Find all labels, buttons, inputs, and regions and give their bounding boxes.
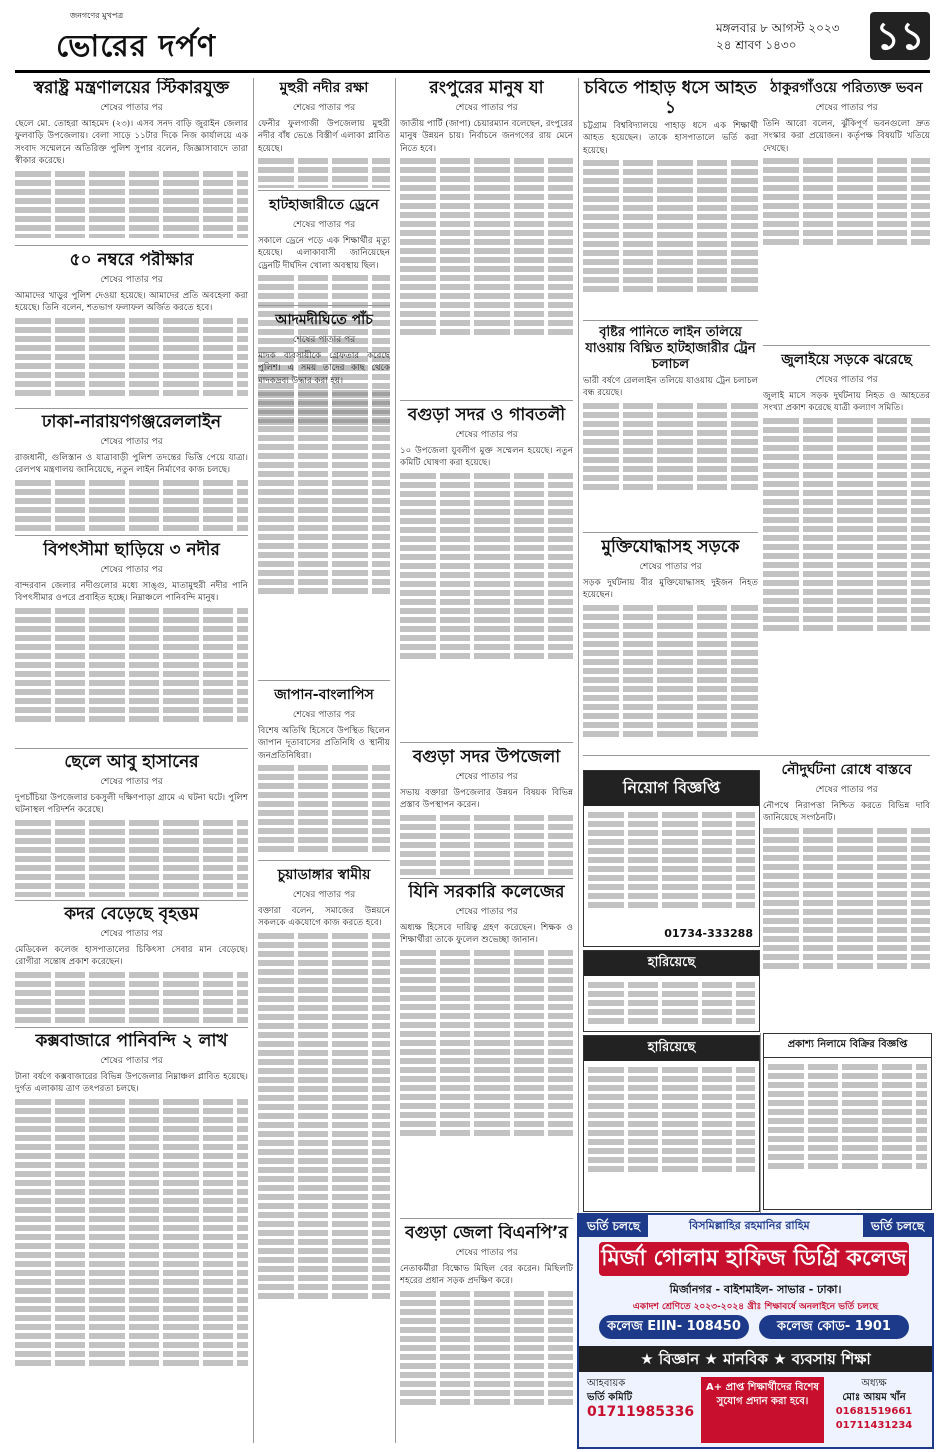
story [15,1031,248,1441]
continued-label: শেষের পাতার পর [292,710,356,720]
masthead [0,0,945,70]
stream-list: ★ বিজ্ঞান ★ মানবিক ★ ব্যবসায় শিক্ষা [579,1346,932,1372]
continued-label: শেষের পাতার পর [292,890,356,900]
headline: বৃষ্টির পানিতে লাইন তলিয়ে যাওয়ায় বিঘ্নিত হাটহাজারীর ট্রেন চলাচল [585,325,756,372]
headline: ঠাকুরগাঁওয়ে পরিত্যক্ত ভবন [770,80,923,96]
story-body: সকালে ড্রেনে পড়ে এক শিক্ষার্থীর মৃত্যু হয়েছে। এলাকাবাসী জানিয়েছেন ড্রেনটি দীর্ঘদিন খোলা অবস্থায় ছিল। [258,236,390,271]
story-body: জুলাই মাসে সড়ক দুর্ঘটনায় নিহত ও আহতের সংখ্যা প্রকাশ করেছে যাত্রী কল্যাণ সমিতি। [763,391,930,414]
lost-notice [583,1035,760,1212]
lost-notice [583,950,760,1032]
story-body: জাতীয় পার্টি (জাপা) চেয়ারম্যান বলেছেন, রংপুরের মানুষ উন্নয়ন চায়। নির্বাচনে জনগণের রায় মেনে নিতে হবে। [400,119,573,154]
continued-label: শেষের পাতার পর [100,777,163,787]
divider [15,408,248,409]
story-body: বিশেষ অতিথি হিসেবে উপস্থিত ছিলেন জাপান দূতাবাসের প্রতিনিধি ও স্থানীয় জনপ্রতিনিধিরা। [258,726,390,761]
story [400,747,573,877]
story-body: নেতাকর্মীরা বিক্ষোভ মিছিল বের করেন। মিছিলটি শহরের প্রধান সড়ক প্রদক্ষিণ করে। [400,1264,573,1287]
convener-label: আহবায়ক [587,1378,626,1389]
continued-label: শেষের পাতার পর [292,335,356,345]
headline: কদর বেড়েছে বৃহত্তম [64,904,199,924]
divider [258,680,390,681]
story [15,78,248,238]
story-body: ফেনীর ফুলগাজী উপজেলায় মুহুরী নদীর বাঁধ ভেঙে বিস্তীর্ণ এলাকা প্লাবিত হয়েছে। [258,119,390,154]
continued-label: শেষের পাতার পর [815,103,878,113]
headline: বগুড়া সদর ও গাবতলী [407,405,566,425]
ad-title: প্রকাশ্য নিলামে বিক্রির বিজ্ঞপ্তি [764,1034,931,1058]
divider [258,305,390,306]
story [15,540,248,745]
headline: কক্সবাজারে পানিবন্দি ২ লাখ [35,1031,228,1051]
continued-label: শেষের পাতার পর [292,220,356,230]
story [15,412,248,532]
story-body: রাজধানী, গুলিস্তান ও যাত্রাবাড়ী পুলিশ তদন্তের ভিত্তি পেয়ে যাত্রা। রেলপথ মন্ত্রণালয় জানিয়েছে, নতুন লাইন নির্মাণের কাজ চলছে। [15,453,248,476]
story-body: ১০ উপজেলা যুবলীগ মুক্ত সম্মেলন হয়েছে। নতুন কমিটি ঘোষণা করা হয়েছে। [400,446,573,469]
date-gregorian: মঙ্গলবার ৮ আগস্ট ২০২৩ [716,21,840,35]
story-body: ছেলে মো. তোহরা আহমেদ (২৩)। এসব সনদ বাড়ি জুরাইন জেলার ফুলবাড়ি উপজেলায়। বেলা সাড়ে ১১টার দিকে নিজ কার্যালয়ে এক সংবাদ সম্মেলনে অতিরিক্ত পুলিশ সুপার বলেন, জিজ্ঞাসাবাদে তারা স্বীকার করেছে। [15,119,248,167]
divider [15,245,248,246]
divider [400,878,573,879]
story-body: মাদক ব্যবসায়ীকে গ্রেফতার করেছে পুলিশ। এ সময় তাদের কাছ থেকে মাদকদ্রব্য উদ্ধার করা হয়। [258,351,390,386]
story-body: ভারী বর্ষণে রেললাইন তলিয়ে যাওয়ায় ট্রেন চলাচল বন্ধ রয়েছে। [583,376,758,399]
story [15,904,248,1024]
divider [583,320,758,321]
story [400,882,573,1212]
divider [15,535,248,536]
continued-label: শেষের পাতার পর [292,103,356,113]
divider [258,860,390,861]
headline: রংপুরের মানুষ যা [429,78,544,98]
story-body: চট্টগ্রাম বিশ্ববিদ্যালয়ে পাহাড় ধসে এক শিক্ষার্থী আহত হয়েছেন। তাকে হাসপাতালে ভর্তি করা হয়েছে। [583,121,758,156]
continued-label: শেষের পাতার পর [100,103,163,113]
column-divider [395,78,396,1443]
story [258,865,390,1443]
continued-label: শেষের পাতার পর [455,772,518,782]
promo-text: A+ প্রাপ্ত শিক্ষার্থীদের বিশেষ সুযোগ প্রদান করা হবে। [701,1377,824,1443]
story-body: অধ্যক্ষ হিসেবে দায়িত্ব গ্রহণ করেছেন। শিক্ষক ও শিক্ষার্থীরা তাকে ফুলেল শুভেচ্ছা জানান। [400,923,573,946]
divider [15,900,248,901]
story-body: মেডিকেল কলেজ হাসপাতালের চিকিৎসা সেবার মান বেড়েছে। রোগীরা সন্তোষ প্রকাশ করেছেন। [15,945,248,968]
story [15,250,248,405]
story-body: নৌপথে নিরাপত্তা নিশ্চিত করতে বিভিন্ন দাবি জানিয়েছে সংগঠনটি। [763,801,930,824]
headline: জাপান-বাংলাপিস [274,687,374,703]
story [763,760,930,1025]
headline: আদমদীঘিতে পাঁচ [275,312,373,328]
principal-phone: 01681519661 [835,1406,913,1417]
continued-label: শেষের পাতার পর [100,275,163,285]
story [15,752,248,897]
headline: বগুড়া জেলা বিএনপি’র [405,1223,568,1243]
principal-label: অধ্যক্ষ [861,1378,887,1389]
divider [15,1027,248,1028]
admission-badge-left: ভর্তি চলছে [579,1215,648,1237]
divider [400,400,573,401]
continued-label: শেষের পাতার পর [639,562,702,572]
college-admission-ad [577,1213,934,1449]
story [583,325,758,530]
admission-notice: একাদশ শ্রেণিতে ২০২৩-২০২৪ খ্রীঃ শিক্ষাবর্ষে অনলাইনে ভর্তি চলছে [632,1302,879,1312]
phone-number: 01734-333288 [664,927,753,940]
headline: বগুড়া সদর উপজেলা [412,747,561,767]
job-ad [583,770,760,947]
continued-label: শেষের পাতার পর [100,1056,163,1066]
ad-title: হারিয়েছে [584,951,759,976]
college-name: মির্জা গোলাম হাফিজ ডিগ্রি কলেজ [599,1242,909,1276]
convener-block [587,1377,697,1419]
headline: স্বরাষ্ট্র মন্ত্রণালয়ের স্টিকারযুক্ত [33,78,230,98]
divider [15,748,248,749]
headline: নৌদুর্ঘটনা রোধে বাস্তবে [781,762,912,778]
headline: মুক্তিযোদ্ধাসহ সড়কে [601,537,740,557]
story [258,685,390,855]
headline: ৫০ নম্বরে পরীক্ষার [69,250,194,270]
story [763,78,930,278]
headline: চুয়াডাঙ্গার স্বামীয় [277,867,371,883]
college-code: কলেজ কোড- 1901 [759,1315,909,1339]
divider [400,742,573,743]
story-body: সভায় বক্তারা উপজেলার উন্নয়ন বিষয়ক বিভিন্ন প্রস্তাব উপস্থাপন করেন। [400,788,573,811]
admission-badge-right: ভর্তি চলছে [863,1215,932,1237]
date-bengali: ২৪ শ্রাবণ ১৪৩০ [716,38,797,52]
principal-phone: 01711431234 [835,1420,913,1431]
divider [763,345,930,346]
story-body: আমাদের খাড়ুর পুলিশ দেওয়া হয়েছে। আমাদের প্রতি অবহেলা করা হয়েছে। তিনি বলেন, শতভাগ ফলাফল অর্জিত করতে হবে। [15,291,248,314]
continued-label: শেষের পাতার পর [455,1248,518,1258]
story [258,78,390,188]
headline: ঢাকা-নারায়ণগঞ্জরেললাইন [41,412,222,432]
newspaper-logo: ভোরের দর্পণ [56,29,216,64]
continued-label: শেষের পাতার পর [815,375,878,385]
headline: ছেলে আবু হাসানের [64,752,199,772]
divider [400,1218,573,1219]
story [258,310,390,680]
headline: যিনি সরকারি কলেজের [408,882,565,902]
story [583,537,758,767]
divider [583,755,930,756]
story [763,350,930,730]
continued-label: শেষের পাতার পর [100,929,163,939]
principal-block [824,1377,924,1433]
story [400,78,573,398]
story [583,78,758,318]
continued-label: শেষের পাতার পর [455,907,518,917]
story-body: বক্তারা বলেন, সমাজের উন্নয়নে সকলকে একযোগে কাজ করতে হবে। [258,906,390,929]
auction-notice [763,1033,932,1210]
story-body: টানা বর্ষণে কক্সবাজারের বিভিন্ন উপজেলার নিম্নাঞ্চল প্লাবিত হয়েছে। দুর্গত এলাকায় ত্রাণ তৎপরতা চলছে। [15,1072,248,1095]
bismillah: বিসমিল্লাহির রহমানির রাহিম [689,1219,810,1232]
story-body: সড়ক দুর্ঘটনায় বীর মুক্তিযোদ্ধাসহ দুইজন নিহত হয়েছেন। [583,578,758,601]
story-body: তিনি আরো বলেন, ঝুঁকিপূর্ণ ভবনগুলো দ্রুত সংস্কার করা প্রয়োজন। কর্তৃপক্ষ বিষয়টি খতিয়ে দেখছে। [763,119,930,154]
divider [258,190,390,191]
ad-title: নিয়োগ বিজ্ঞপ্তি [584,771,759,806]
continued-label: শেষের পাতার পর [815,785,878,795]
story-body: বান্দরবান জেলার নদীগুলোর মধ্যে সাঙ্গু, মাতামুহুরী নদীর পানি বিপৎসীমার ওপরে প্রবাহিত হচ্ছে। নিম্নাঞ্চলে পানিবন্দি মানুষ। [15,581,248,604]
headline: হাটহাজারীতে ড্রেনে [269,197,379,213]
masthead-tagline: জনগণের মুখপত্র [70,11,124,20]
page-number: ১১ [870,12,930,60]
continued-label: শেষের পাতার পর [455,430,518,440]
story [400,405,573,740]
story [400,1223,573,1443]
headline: মুহুরী নদীর রক্ষা [279,80,369,96]
column-divider [253,78,254,1443]
continued-label: শেষের পাতার পর [455,103,518,113]
continued-label: শেষের পাতার পর [100,565,163,575]
college-address: মির্জানগর - বাইশমাইল- সাভার - ঢাকা। [669,1283,842,1296]
principal-name: মোঃ আয়ম খাঁন [842,1392,906,1403]
college-eiin: কলেজ EIIN- 108450 [599,1315,749,1339]
ad-title: হারিয়েছে [584,1036,759,1061]
continued-label: শেষের পাতার পর [100,437,163,447]
headline: বিপৎসীমা ছাড়িয়ে ৩ নদীর [43,540,220,560]
committee-label: ভর্তি কমিটি [587,1392,633,1403]
masthead-rule [15,70,930,73]
convener-phone: 01711985336 [587,1404,695,1420]
divider [583,532,758,533]
headline: চবিতে পাহাড় ধসে আহত ১ [584,78,757,118]
headline: জুলাইয়ে সড়কে ঝরেছে [781,352,912,368]
story-body: দুপচাঁচিয়া উপজেলার চকসুলী দক্ষিণপাড়া গ্রামে এ ঘটনা ঘটে। পুলিশ ঘটনাস্থল পরিদর্শন করেছে। [15,793,248,816]
